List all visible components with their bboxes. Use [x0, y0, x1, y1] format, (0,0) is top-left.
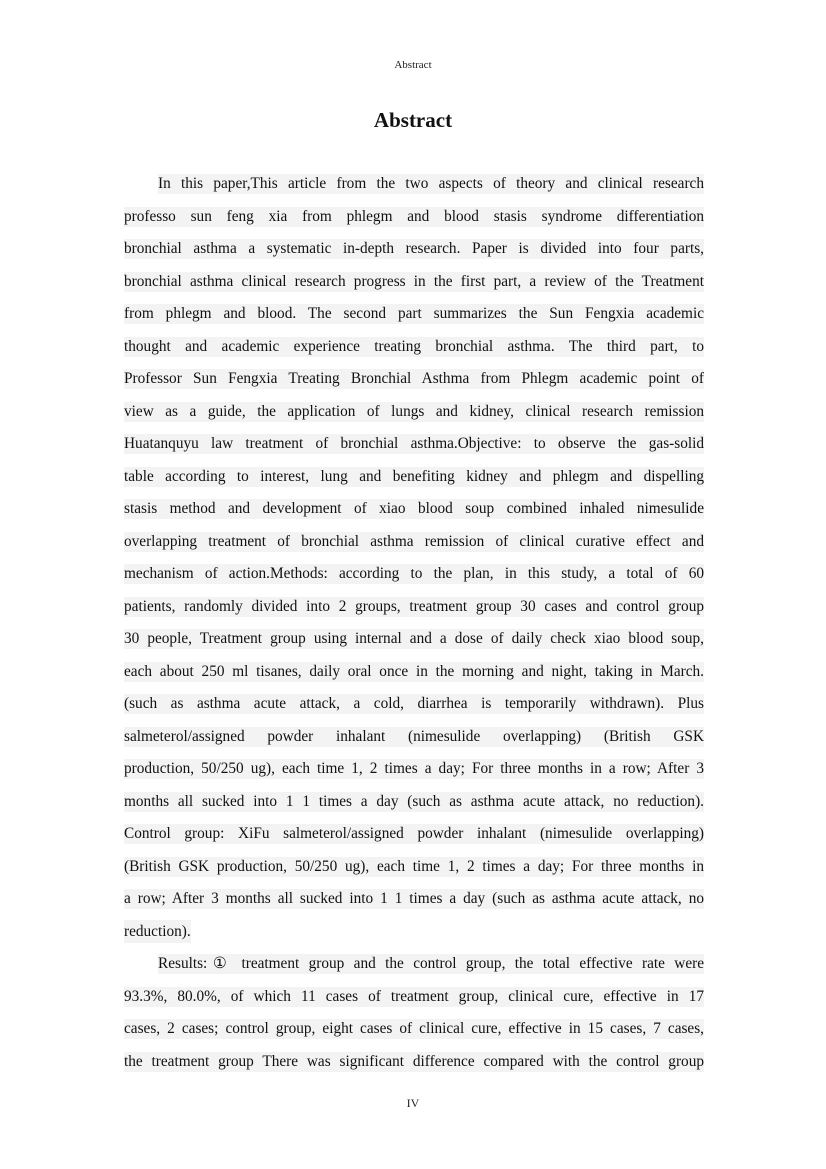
paragraph-line	[124, 916, 704, 949]
line-text: Results:① treatment group and the control group, the total effective rate were	[158, 955, 704, 973]
line-text: Huatanquyu law treatment of bronchial asthma.Objective: to observe the gas-solid	[124, 435, 704, 453]
line-text: months all sucked into 1 1 times a day (such as asthma acute attack, no reduction).	[124, 792, 704, 810]
line-text: production, 50/250 ug), each time 1, 2 times a day; For three months in a row; After 3	[124, 760, 704, 778]
line-text: view as a guide, the application of lungs and kidney, clinical research remission	[124, 402, 704, 420]
paragraph-line	[124, 688, 704, 721]
paragraph-line	[124, 428, 704, 461]
line-text: cases, 2 cases; control group, eight cases of clinical cure, effective in 15 cases, 7 cases,	[124, 1020, 704, 1038]
paragraph-line	[124, 591, 704, 624]
line-text: table according to interest, lung and benefiting kidney and phlegm and dispelling	[124, 467, 704, 485]
paragraph-line	[124, 168, 704, 201]
line-text: (such as asthma acute attack, a cold, diarrhea is temporarily withdrawn). Plus	[124, 695, 704, 713]
paragraph-line	[124, 526, 704, 559]
line-text: stasis method and development of xiao blood soup combined inhaled nimesulide	[124, 500, 704, 518]
paragraph-line	[124, 656, 704, 689]
paragraph-line	[124, 721, 704, 754]
paragraph-line	[124, 363, 704, 396]
paragraph-line	[124, 266, 704, 299]
line-text: 30 people, Treatment group using internal and a dose of daily check xiao blood soup,	[124, 630, 704, 648]
paragraph-line	[124, 623, 704, 656]
paragraph-line	[124, 948, 704, 981]
paragraph-line	[124, 493, 704, 526]
line-text: (British GSK production, 50/250 ug), each time 1, 2 times a day; For three months in	[124, 857, 704, 875]
line-text: each about 250 ml tisanes, daily oral once in the morning and night, taking in March.	[124, 662, 704, 680]
abstract-body	[124, 168, 704, 1078]
paragraph-line	[124, 298, 704, 331]
page-title: Abstract	[373, 108, 453, 132]
line-text: bronchial asthma a systematic in-depth research. Paper is divided into four parts,	[124, 240, 704, 258]
paragraph-line	[124, 1013, 704, 1046]
paragraph-line	[124, 818, 704, 851]
paragraph-line	[124, 851, 704, 884]
line-text: thought and academic experience treating bronchial asthma. The third part, to	[124, 337, 704, 355]
paragraph-line	[124, 233, 704, 266]
line-text: Control group: XiFu salmeterol/assigned powder inhalant (nimesulide overlapping)	[124, 825, 704, 843]
line-text: from phlegm and blood. The second part summarizes the Sun Fengxia academic	[124, 305, 704, 323]
line-text: professo sun feng xia from phlegm and blood stasis syndrome differentiation	[124, 207, 704, 225]
paragraph-line	[124, 396, 704, 429]
paragraph-line	[124, 201, 704, 234]
paragraph-line	[124, 1046, 704, 1079]
line-text: the treatment group There was significant difference compared with the control group	[124, 1052, 704, 1070]
paragraph-line	[124, 786, 704, 819]
line-text: bronchial asthma clinical research progress in the first part, a review of the Treatment	[124, 272, 704, 290]
line-text: Professor Sun Fengxia Treating Bronchial Asthma from Phlegm academic point of	[124, 370, 704, 388]
paragraph-line	[124, 883, 704, 916]
paragraph-line	[124, 331, 704, 364]
line-text: a row; After 3 months all sucked into 1 1 times a day (such as asthma acute attack, no	[124, 890, 704, 908]
line-text: reduction).	[124, 920, 191, 943]
line-text: mechanism of action.Methods: according to the plan, in this study, a total of 60	[124, 565, 704, 583]
paragraph-line	[124, 981, 704, 1014]
line-text: salmeterol/assigned powder inhalant (nimesulide overlapping) (British GSK	[124, 727, 704, 745]
running-header: Abstract	[394, 59, 432, 71]
paragraph-line	[124, 753, 704, 786]
line-text: In this paper,This article from the two aspects of theory and clinical research	[158, 175, 704, 193]
paragraph-line	[124, 558, 704, 591]
line-text: overlapping treatment of bronchial asthma remission of clinical curative effect and	[124, 532, 704, 550]
line-text: 93.3%, 80.0%, of which 11 cases of treatment group, clinical cure, effective in 17	[124, 987, 704, 1005]
paragraph-line	[124, 461, 704, 494]
page-number: IV	[406, 1096, 420, 1110]
line-text: patients, randomly divided into 2 groups, treatment group 30 cases and control group	[124, 597, 704, 615]
